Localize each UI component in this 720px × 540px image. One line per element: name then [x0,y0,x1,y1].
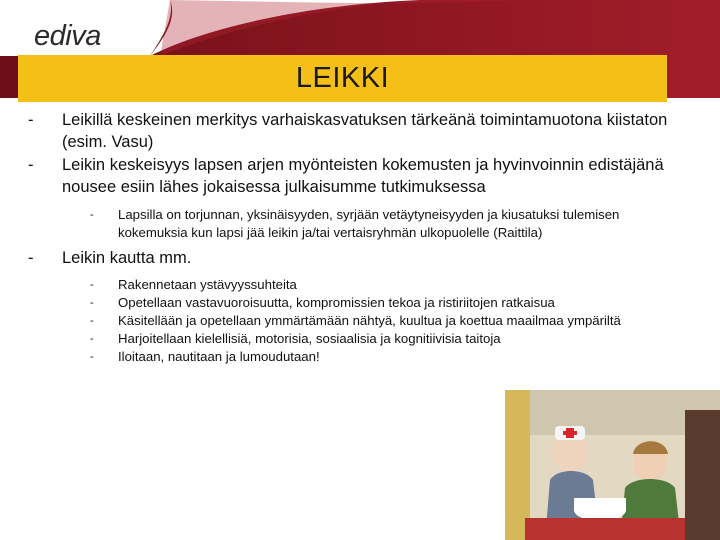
sub-bullet-skills [90,330,673,348]
sub-bullet-joy [90,348,673,366]
sub-bullet-marker: - [90,314,94,327]
sub-bullet-marker: - [90,278,94,291]
bullet-through-play [28,248,673,270]
sub-bullet-text: Rakennetaan ystävyyssuhteita [118,276,297,292]
sub-bullet-exclusion [90,206,673,242]
sub-bullet-list-1 [90,206,673,242]
sub-bullet-text: Opetellaan vastavuoroisuutta, kompromissien tekoa ja ristiriitojen ratkaisua [118,294,555,310]
bullet-marker: - [28,249,34,267]
sub-bullet-marker: - [90,296,94,309]
sub-bullet-friendships [90,276,673,294]
sub-bullet-marker: - [90,350,94,363]
header-band [0,0,720,105]
sub-bullet-reciprocity [90,294,673,312]
bullet-marker: - [28,156,34,174]
sub-bullet-text: Harjoitellaan kielellisiä, motorisia, sosiaalisia ja kognitiivisia taitoja [118,330,501,346]
sub-bullet-list-2 [90,276,673,366]
ediva-logo: ediva [34,20,101,52]
sub-bullet-understanding-world [90,312,673,330]
bullet-text: Leikin kautta mm. [62,249,192,267]
bullet-text: Leikin keskeisyys lapsen arjen myönteisten kokemusten ja hyvinvoinnin edistäjänä nousee esiin lähes jokaisessa julkaisumme tutkimuksessa [62,156,664,196]
children-playing-photo [505,390,720,540]
bullet-text: Leikillä keskeinen merkitys varhaiskasvatuksen tärkeänä toimintamuotona kiistaton (esim. Vasu) [62,111,668,151]
slide-title: LEIKKI [295,62,390,94]
title-bar [18,55,667,102]
sub-bullet-text: Käsitellään ja opetellaan ymmärtämään nähtyä, kuultua ja koettua maailmaa ympäriltä [118,312,621,328]
sub-bullet-text: Lapsilla on torjunnan, yksinäisyyden, syrjään vetäytyneisyyden ja kiusatuksi tulemisen kokemuksia kun lapsi jää leikin ja/tai vertaisryhmän ulkopuolelle (Raittila) [118,207,620,240]
bullet-importance-of-play [28,110,673,153]
sub-bullet-marker: - [90,209,94,221]
sub-bullet-marker: - [90,332,94,345]
sub-bullet-text: Iloitaan, nautitaan ja lumoudutaan! [118,348,320,364]
bullet-marker: - [28,111,34,129]
slide-content [28,110,673,372]
bullet-play-wellbeing [28,155,673,198]
